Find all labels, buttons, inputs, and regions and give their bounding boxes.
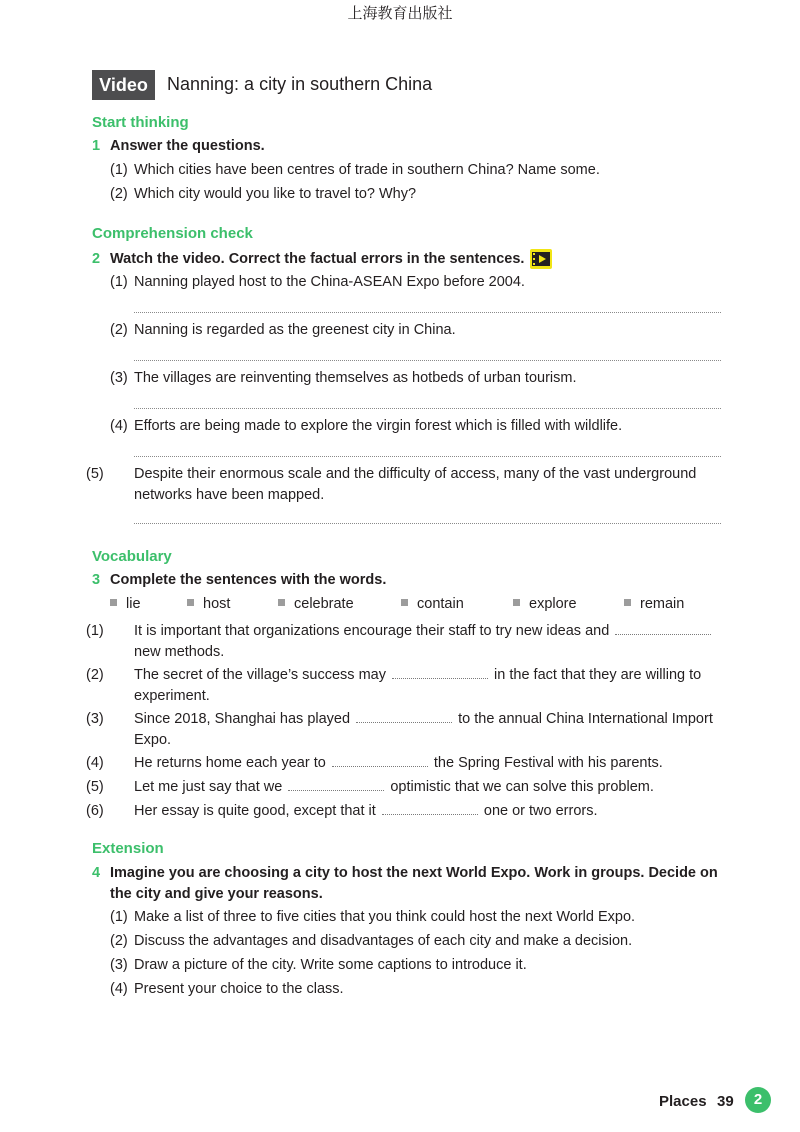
bullet-square-icon (513, 599, 520, 606)
item-text-after: optimistic that we can solve this problem. (390, 779, 654, 795)
video-film-icon[interactable] (530, 249, 552, 269)
question-2-instruction: Watch the video. Correct the factual errors in the sentences. (110, 251, 525, 267)
item-text: Efforts are being made to explore the virgin forest which is filled with wildlife. (134, 418, 623, 434)
question-3-item (86, 664, 725, 707)
question-4-item (110, 907, 725, 928)
question-4-item (110, 931, 725, 952)
section-title: Nanning: a city in southern China (167, 74, 433, 94)
bullet-square-icon (401, 599, 408, 606)
item-number: (4) (86, 755, 104, 771)
item-text: Which cities have been centres of trade in southern China? Name some. (134, 162, 600, 178)
item-text: Present your choice to the class. (134, 981, 344, 997)
video-section-tag: Video (92, 70, 155, 100)
item-text-after: the Spring Festival with his parents. (433, 755, 663, 771)
item-text: Which city would you like to travel to? Why? (134, 186, 417, 202)
fill-blank[interactable] (332, 752, 428, 767)
question-3-item (86, 708, 725, 751)
question-4-number: 4 (92, 865, 101, 881)
item-number: (1) (86, 623, 104, 639)
question-2-item (110, 416, 725, 437)
question-2-item (110, 272, 725, 293)
item-text-before: It is important that organizations encourage their staff to try new ideas and (134, 623, 610, 639)
item-text-before: Her essay is quite good, except that it (134, 803, 376, 819)
item-number: (3) (86, 711, 104, 727)
item-text-before: Since 2018, Shanghai has played (134, 711, 351, 727)
extension-heading: Extension (92, 840, 164, 857)
bullet-square-icon (110, 599, 117, 606)
fill-blank[interactable] (382, 800, 478, 815)
item-text: Draw a picture of the city. Write some captions to introduce it. (134, 957, 527, 973)
item-text: Discuss the advantages and disadvantages of each city and make a decision. (134, 933, 633, 949)
item-number: (3) (110, 370, 128, 386)
question-2-number: 2 (92, 251, 101, 267)
question-2-item (110, 368, 725, 389)
publisher-name: 上海教育出版社 (347, 4, 453, 22)
question-2-item (86, 464, 725, 506)
item-number: (6) (86, 803, 104, 819)
item-text: Despite their enormous scale and the difficulty of access, many of the vast underground networks have been mapped. (134, 466, 697, 503)
word-option: explore (513, 596, 577, 612)
question-1-item (110, 160, 725, 181)
item-number: (1) (110, 162, 128, 178)
question-3-number: 3 (92, 572, 101, 588)
question-3-item (86, 620, 725, 663)
item-number: (2) (110, 322, 128, 338)
question-3-item (86, 800, 725, 822)
question-3-item (86, 776, 725, 798)
item-number: (2) (86, 667, 104, 683)
unit-number-badge: 2 (745, 1087, 771, 1113)
fill-blank[interactable] (392, 664, 488, 679)
item-number: (1) (110, 274, 128, 290)
item-number: (1) (110, 909, 128, 925)
item-text-after: one or two errors. (483, 803, 598, 819)
item-text: Nanning played host to the China-ASEAN Expo before 2004. (134, 274, 525, 290)
question-4-item (110, 955, 725, 976)
fill-blank[interactable] (356, 708, 452, 723)
item-text-after: in the fact that they are willing to experiment. (134, 667, 702, 704)
question-1-number: 1 (92, 138, 101, 154)
answer-line[interactable] (134, 456, 721, 457)
start-thinking-heading: Start thinking (92, 114, 189, 131)
item-number: (2) (110, 933, 128, 949)
item-text: Nanning is regarded as the greenest city in China. (134, 322, 456, 338)
item-number: (2) (110, 186, 128, 202)
word-option: lie (110, 596, 141, 612)
item-text-before: Let me just say that we (134, 779, 283, 795)
question-3-instruction: Complete the sentences with the words. (110, 572, 387, 588)
item-text: Make a list of three to five cities that you think could host the next World Expo. (134, 909, 636, 925)
answer-line[interactable] (134, 360, 721, 361)
question-3-item (86, 752, 725, 774)
comprehension-check-heading: Comprehension check (92, 225, 253, 242)
item-number: (3) (110, 957, 128, 973)
item-number: (4) (110, 418, 128, 434)
word-option: remain (624, 596, 684, 612)
question-4-item (110, 979, 725, 1000)
item-text-before: He returns home each year to (134, 755, 326, 771)
question-1-item (110, 184, 725, 205)
word-option: contain (401, 596, 464, 612)
question-2-item (110, 320, 725, 341)
answer-line[interactable] (134, 312, 721, 313)
footer-unit-label: Places (659, 1093, 707, 1110)
item-number: (5) (86, 466, 104, 482)
bullet-square-icon (624, 599, 631, 606)
vocabulary-heading: Vocabulary (92, 548, 172, 565)
item-number: (5) (86, 779, 104, 795)
word-option: celebrate (278, 596, 354, 612)
item-text-before: The secret of the village’s success may (134, 667, 386, 683)
item-text: The villages are reinventing themselves as hotbeds of urban tourism. (134, 370, 577, 386)
bullet-square-icon (187, 599, 194, 606)
item-text-after: to the annual China International Import Expo. (134, 711, 713, 748)
page-number: 39 (717, 1093, 734, 1110)
fill-blank[interactable] (288, 776, 384, 791)
question-1-instruction: Answer the questions. (110, 138, 265, 154)
film-play-icon (530, 249, 552, 269)
answer-line[interactable] (134, 523, 721, 524)
item-text-after: new methods. (134, 644, 225, 660)
answer-line[interactable] (134, 408, 721, 409)
question-4-instruction: Imagine you are choosing a city to host the next World Expo. Work in groups. Decide on the city and give your reasons. (110, 865, 718, 902)
bullet-square-icon (278, 599, 285, 606)
item-number: (4) (110, 981, 128, 997)
word-option: host (187, 596, 230, 612)
fill-blank[interactable] (615, 620, 711, 635)
